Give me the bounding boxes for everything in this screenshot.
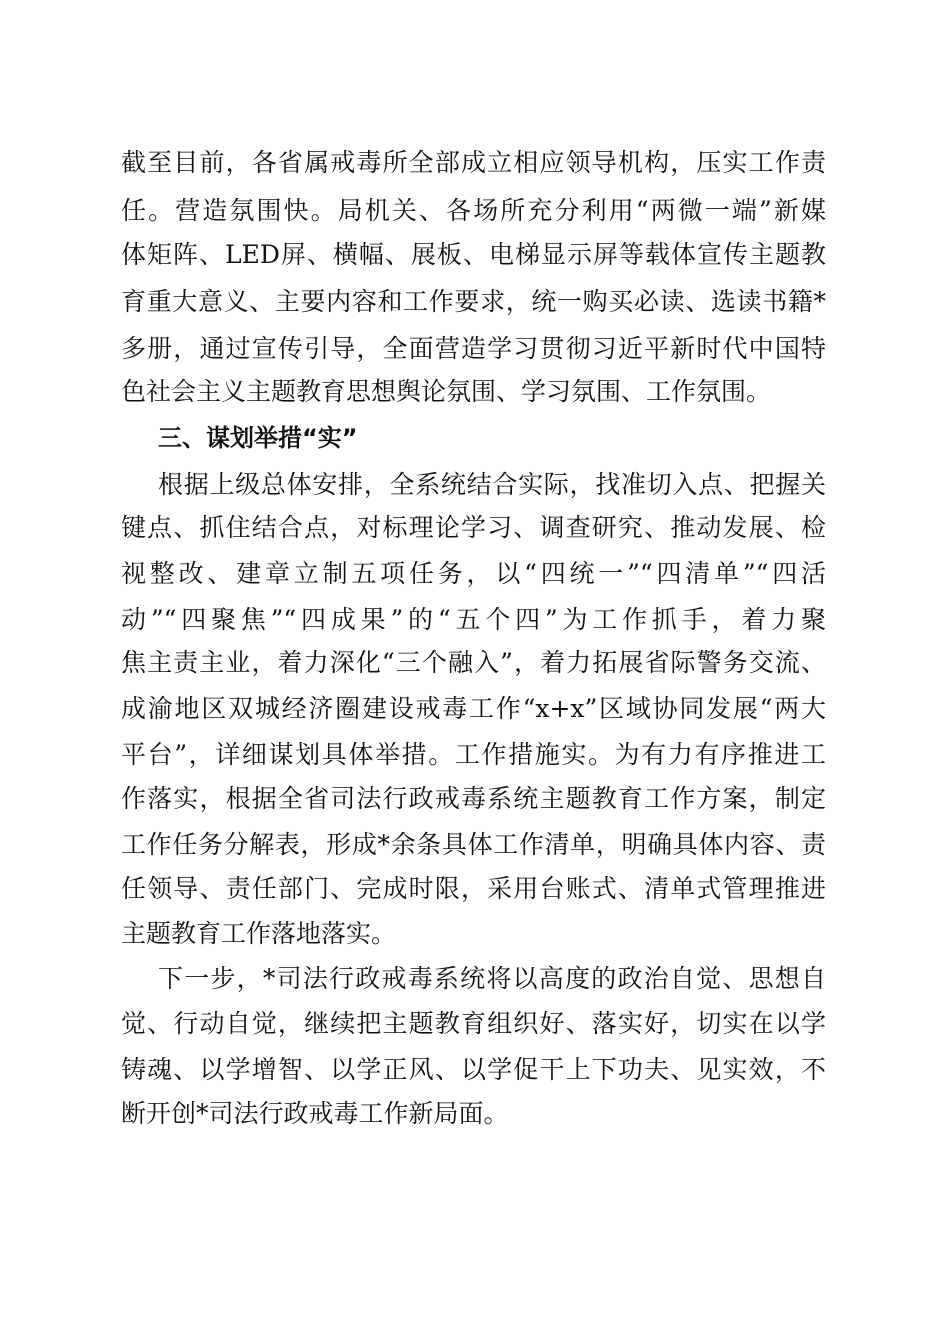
paragraph-2-line: 主题教育工作落地落实。: [121, 919, 397, 948]
paragraph-2-line: 动”“四聚焦”“四成果”的“五个四”为工作抓手，着力聚: [121, 605, 826, 634]
paragraph-1-line: 体矩阵、LED屏、横幅、展板、电梯显示屏等载体宣传主题教: [121, 240, 826, 269]
paragraph-1-line: 任。营造氛围快。局机关、各场所充分利用“两微一端”新媒: [121, 196, 826, 225]
paragraph-1-line: 截至目前，各省属戒毒所全部成立相应领导机构，压实工作责: [121, 148, 826, 177]
paragraph-1-line: 育重大意义、主要内容和工作要求，统一购买必读、选读书籍*: [121, 287, 826, 316]
paragraph-2-line: 平台”，详细谋划具体举措。工作措施实。为有力有序推进工: [121, 740, 826, 769]
paragraph-1-line: 色社会主义主题教育思想舆论氛围、学习氛围、工作氛围。: [121, 377, 772, 406]
paragraph-3-line: 觉、行动自觉，继续把主题教育组织好、落实好，切实在以学: [121, 1009, 826, 1038]
paragraph-3-line: 断开创*司法行政戒毒工作新局面。: [121, 1099, 509, 1128]
paragraph-2-line: 视整改、建章立制五项任务，以“四统一”“四清单”“四活: [121, 559, 826, 588]
paragraph-3-line: 下一步，*司法行政戒毒系统将以高度的政治自觉、思想自: [158, 964, 826, 993]
paragraph-2-line: 根据上级总体安排，全系统结合实际，找准切入点、把握关: [158, 470, 826, 499]
paragraph-2-line: 工作任务分解表，形成*余条具体工作清单，明确具体内容、责: [121, 830, 826, 859]
paragraph-2-line: 焦主责主业，着力深化“三个融入”，着力拓展省际警务交流、: [121, 648, 826, 677]
paragraph-2-line: 作落实，根据全省司法行政戒毒系统主题教育工作方案，制定: [121, 784, 826, 813]
paragraph-2-line: 成渝地区双城经济圈建设戒毒工作“x+x”区域协同发展“两大: [121, 694, 826, 723]
paragraph-2-line: 任领导、责任部门、完成时限，采用台账式、清单式管理推进: [121, 874, 826, 903]
section-heading: 三、谋划举措“实”: [158, 424, 358, 452]
paragraph-1-line: 多册，通过宣传引导，全面营造学习贯彻习近平新时代中国特: [121, 334, 826, 363]
paragraph-3-line: 铸魂、以学增智、以学正风、以学促干上下功夫、见实效，不: [121, 1055, 826, 1084]
paragraph-2-line: 键点、抓住结合点，对标理论学习、调查研究、推动发展、检: [121, 513, 826, 542]
